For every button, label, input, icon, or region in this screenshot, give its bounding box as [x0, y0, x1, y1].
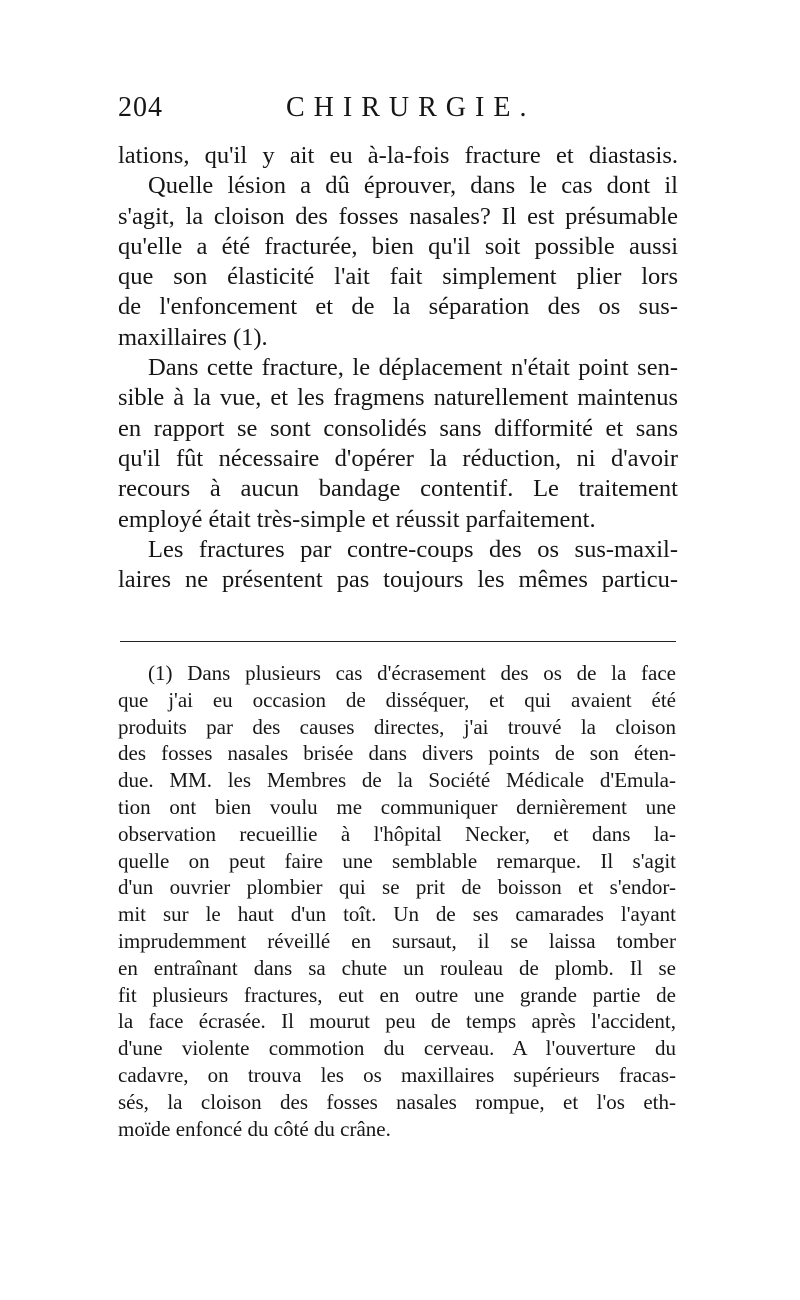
text-line: qu'il fût nécessaire d'opérer la réduction, ni d'avoir	[118, 444, 678, 472]
text-line: maxillaires (1).	[118, 323, 268, 351]
footnote-line: d'une violente commotion du cerveau. A l'ouverture du	[118, 1036, 676, 1061]
footnote-line: (1) Dans plusieurs cas d'écrasement des os de la face	[148, 661, 676, 685]
text-line: en rapport se sont consolidés sans difformité et sans	[118, 414, 678, 442]
running-title: CHIRURGIE.	[286, 92, 536, 123]
text-line: de l'enfoncement et de la séparation des os sus-	[118, 293, 678, 321]
text-line: sible à la vue, et les fragmens naturellement maintenus	[118, 384, 678, 412]
text-line: employé était très-simple et réussit parfaitement.	[118, 505, 596, 533]
footnote-line: mit sur le haut d'un toît. Un de ses camarades l'ayant	[118, 902, 676, 927]
footnote-line: des fosses nasales brisée dans divers points de son éten-	[118, 741, 676, 766]
footnote-line: d'un ouvrier plombier qui se prit de boisson et s'endor-	[118, 875, 676, 900]
main-text	[118, 141, 678, 595]
footnote-line: sés, la cloison des fosses nasales rompue, et l'os eth-	[118, 1089, 676, 1114]
text-line: qu'elle a été fracturée, bien qu'il soit possible aussi	[118, 232, 678, 260]
running-head	[118, 92, 678, 132]
text-line: Quelle lésion a dû éprouver, dans le cas dont il	[148, 172, 678, 200]
footnote-separator	[120, 641, 676, 642]
footnote-line: en entraînant dans sa chute un rouleau de plomb. Il se	[118, 955, 676, 980]
page-number: 204	[118, 92, 163, 123]
text-line: Les fractures par contre-coups des os sus-maxil-	[148, 535, 678, 563]
footnote-line: quelle on peut faire une semblable remarque. Il s'agit	[118, 848, 676, 873]
text-line: lations, qu'il y ait eu à-la-fois fracture et diastasis.	[118, 142, 678, 169]
footnote-line: produits par des causes directes, j'ai trouvé la cloison	[118, 714, 676, 739]
footnote	[118, 660, 676, 1142]
text-line: s'agit, la cloison des fosses nasales? Il est présumable	[118, 202, 678, 230]
text-line: Dans cette fracture, le déplacement n'était point sen-	[148, 354, 678, 382]
footnote-line: imprudemment réveillé en sursaut, il se laissa tomber	[118, 928, 676, 953]
footnote-line: observation recueillie à l'hôpital Necker, et dans la-	[118, 821, 676, 846]
footnote-line: tion ont bien voulu me communiquer dernièrement une	[118, 794, 676, 819]
text-line: laires ne présentent pas toujours les mêmes particu-	[118, 566, 678, 594]
footnote-line: moïde enfoncé du côté du crâne.	[118, 1116, 391, 1141]
footnote-line: fit plusieurs fractures, eut en outre une grande partie de	[118, 982, 676, 1007]
footnote-line: cadavre, on trouva les os maxillaires supérieurs fracas-	[118, 1062, 676, 1087]
text-line: recours à aucun bandage contentif. Le traitement	[118, 475, 678, 503]
footnote-line: la face écrasée. Il mourut peu de temps après l'accident,	[118, 1009, 676, 1034]
text-line: que son élasticité l'ait fait simplement plier lors	[118, 263, 678, 291]
footnote-line: due. MM. les Membres de la Société Médicale d'Emula-	[118, 768, 676, 793]
footnote-line: que j'ai eu occasion de disséquer, et qui avaient été	[118, 687, 676, 712]
